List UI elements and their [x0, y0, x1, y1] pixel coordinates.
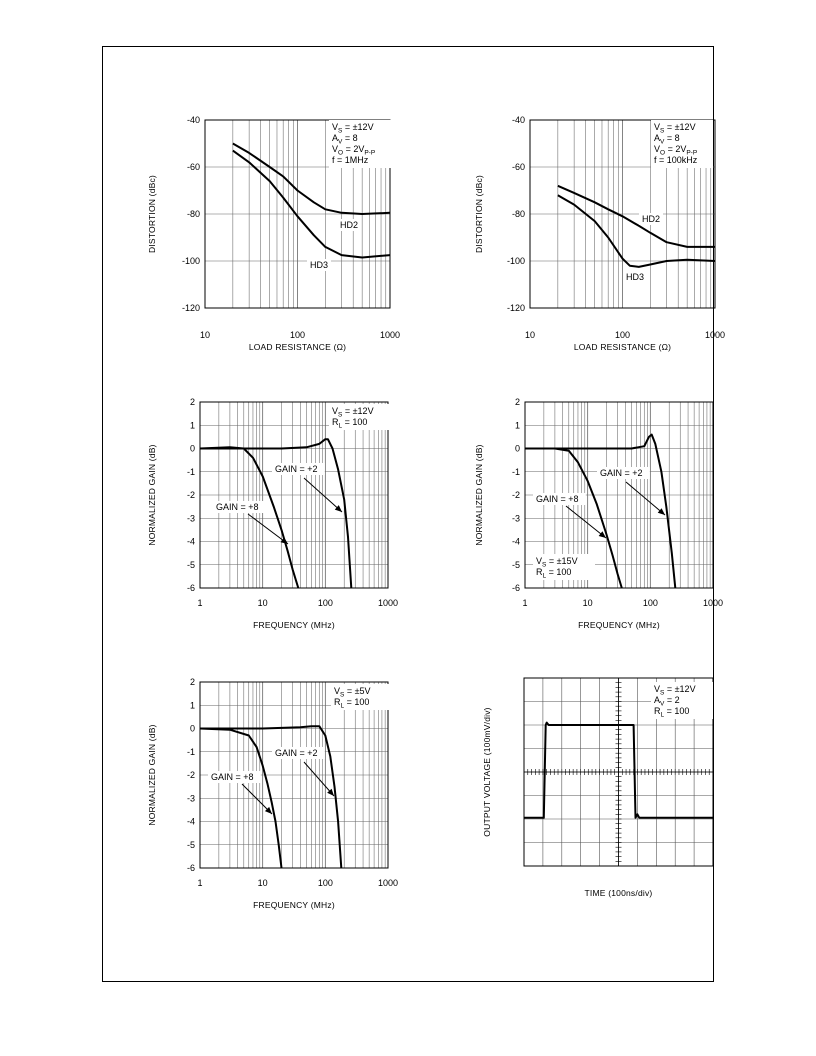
y-tick-label: 1 [189, 420, 195, 431]
annotation-arrow [626, 482, 665, 515]
x-tick-label: 100 [289, 330, 306, 340]
chart-3 [147, 397, 398, 630]
condition-text: $V_S = \pm 12V$ [332, 406, 374, 419]
y-tick-label: -6 [186, 863, 195, 873]
y-tick-label: -40 [511, 115, 525, 125]
x-axis-label: FREQUENCY (MHz) [253, 620, 335, 630]
x-tick-label: 100 [614, 330, 631, 340]
y-tick-label: -6 [511, 583, 520, 593]
x-tick-label: 1000 [702, 598, 724, 608]
y-tick-label: -80 [186, 209, 200, 219]
y-tick-label: -5 [511, 559, 520, 570]
y-tick-label: -100 [181, 256, 200, 266]
y-tick-label: -100 [506, 256, 525, 266]
x-tick-label: 100 [317, 878, 333, 888]
y-axis-label: OUTPUT VOLTAGE (100mV/div) [482, 707, 492, 837]
y-tick-label: -5 [186, 839, 195, 850]
y-axis-label: NORMALIZED GAIN (dB) [474, 444, 484, 546]
annotation-label: GAIN = +8 [216, 502, 259, 512]
condition-text: $A_V = 8$ [332, 133, 358, 146]
x-tick-label: 1 [197, 598, 203, 608]
condition-text: $R_L = 100$ [332, 417, 368, 430]
condition-text: $V_S = \pm 5V$ [334, 686, 371, 699]
chart-1 [147, 115, 400, 352]
y-tick-label: -2 [186, 490, 195, 500]
x-tick-label: 1000 [379, 330, 401, 340]
x-tick-label: 1000 [377, 878, 399, 888]
x-tick-label: 1 [522, 598, 528, 608]
annotation-label: GAIN = +2 [600, 468, 643, 478]
series-label: HD3 [310, 260, 329, 270]
y-tick-label: -4 [186, 536, 195, 547]
chart-4 [474, 397, 723, 630]
x-axis-label: FREQUENCY (MHz) [578, 620, 660, 630]
x-axis-label: LOAD RESISTANCE (Ω) [248, 342, 347, 352]
y-tick-label: -40 [186, 115, 200, 125]
x-tick-label: 1000 [704, 330, 726, 340]
x-axis-label: FREQUENCY (MHz) [253, 900, 335, 910]
y-tick-label: -5 [186, 559, 195, 570]
condition-text: $V_S = \pm 12V$ [332, 122, 374, 135]
y-axis-label: DISTORTION (dBc) [474, 175, 484, 253]
y-tick-label: -60 [511, 162, 525, 172]
y-axis-label: NORMALIZED GAIN (dB) [147, 724, 157, 826]
annotation-label: GAIN = +8 [536, 494, 579, 504]
x-axis-label: LOAD RESISTANCE (Ω) [573, 342, 672, 352]
x-tick-label: 10 [524, 330, 536, 340]
x-tick-label: 1000 [377, 598, 399, 608]
x-tick-label: 100 [317, 598, 333, 608]
x-tick-label: 10 [582, 598, 593, 608]
y-tick-label: -4 [186, 816, 195, 827]
annotation-label: GAIN = +2 [275, 748, 318, 758]
annotation-arrow [566, 506, 606, 538]
series-line [558, 186, 715, 247]
y-tick-label: 2 [189, 677, 195, 687]
series-line [558, 195, 715, 267]
y-tick-label: -120 [506, 303, 525, 313]
condition-text: $A_V = 2$ [654, 695, 680, 708]
condition-text: $R_L = 100$ [654, 706, 690, 719]
y-tick-label: -2 [186, 770, 195, 780]
chart-2 [474, 115, 725, 352]
condition-text: f = 100kHz [654, 155, 698, 165]
x-axis-label: TIME (100ns/div) [584, 888, 653, 898]
annotation-label: GAIN = +8 [211, 772, 254, 782]
y-tick-label: -1 [186, 466, 195, 477]
condition-text: $V_S = \pm 12V$ [654, 684, 696, 697]
y-tick-label: -3 [186, 513, 195, 524]
y-tick-label: -2 [511, 490, 520, 500]
y-tick-label: -120 [181, 303, 200, 313]
y-tick-label: -80 [511, 209, 525, 219]
x-tick-label: 1 [197, 878, 203, 888]
x-tick-label: 10 [199, 330, 211, 340]
y-axis-label: DISTORTION (dBc) [147, 175, 157, 253]
y-axis-label: NORMALIZED GAIN (dB) [147, 444, 157, 546]
y-tick-label: 1 [514, 420, 520, 431]
y-tick-label: 0 [514, 443, 520, 454]
condition-text: $V_O = 2V_{P-P}$ [654, 144, 698, 157]
condition-text: $R_L = 100$ [334, 697, 370, 710]
y-tick-label: -1 [511, 466, 520, 477]
y-tick-label: 2 [189, 397, 195, 407]
series-label: HD2 [340, 220, 359, 230]
x-tick-label: 10 [257, 878, 268, 888]
y-tick-label: -3 [511, 513, 520, 524]
condition-text: $A_V = 8$ [654, 133, 680, 146]
y-tick-label: -6 [186, 583, 195, 593]
y-tick-label: -3 [186, 793, 195, 804]
x-tick-label: 10 [257, 598, 268, 608]
y-tick-label: 2 [514, 397, 520, 407]
annotation-label: GAIN = +2 [275, 464, 318, 474]
series-label: HD3 [626, 272, 645, 282]
series-label: HD2 [642, 214, 661, 224]
y-tick-label: -1 [186, 746, 195, 757]
chart-6 [482, 678, 713, 898]
condition-text: $V_S = \pm 12V$ [654, 122, 696, 135]
condition-text: f = 1MHz [332, 155, 369, 165]
y-tick-label: -4 [511, 536, 520, 547]
condition-text: $V_O = 2V_{P-P}$ [332, 144, 376, 157]
y-tick-label: 0 [189, 723, 195, 734]
y-tick-label: -60 [186, 162, 200, 172]
condition-text: $R_L = 100$ [536, 567, 572, 580]
y-tick-label: 1 [189, 700, 195, 711]
condition-text: $V_S = \pm 15V$ [536, 556, 578, 569]
chart-5 [147, 677, 398, 910]
x-tick-label: 100 [642, 598, 658, 608]
y-tick-label: 0 [189, 443, 195, 454]
